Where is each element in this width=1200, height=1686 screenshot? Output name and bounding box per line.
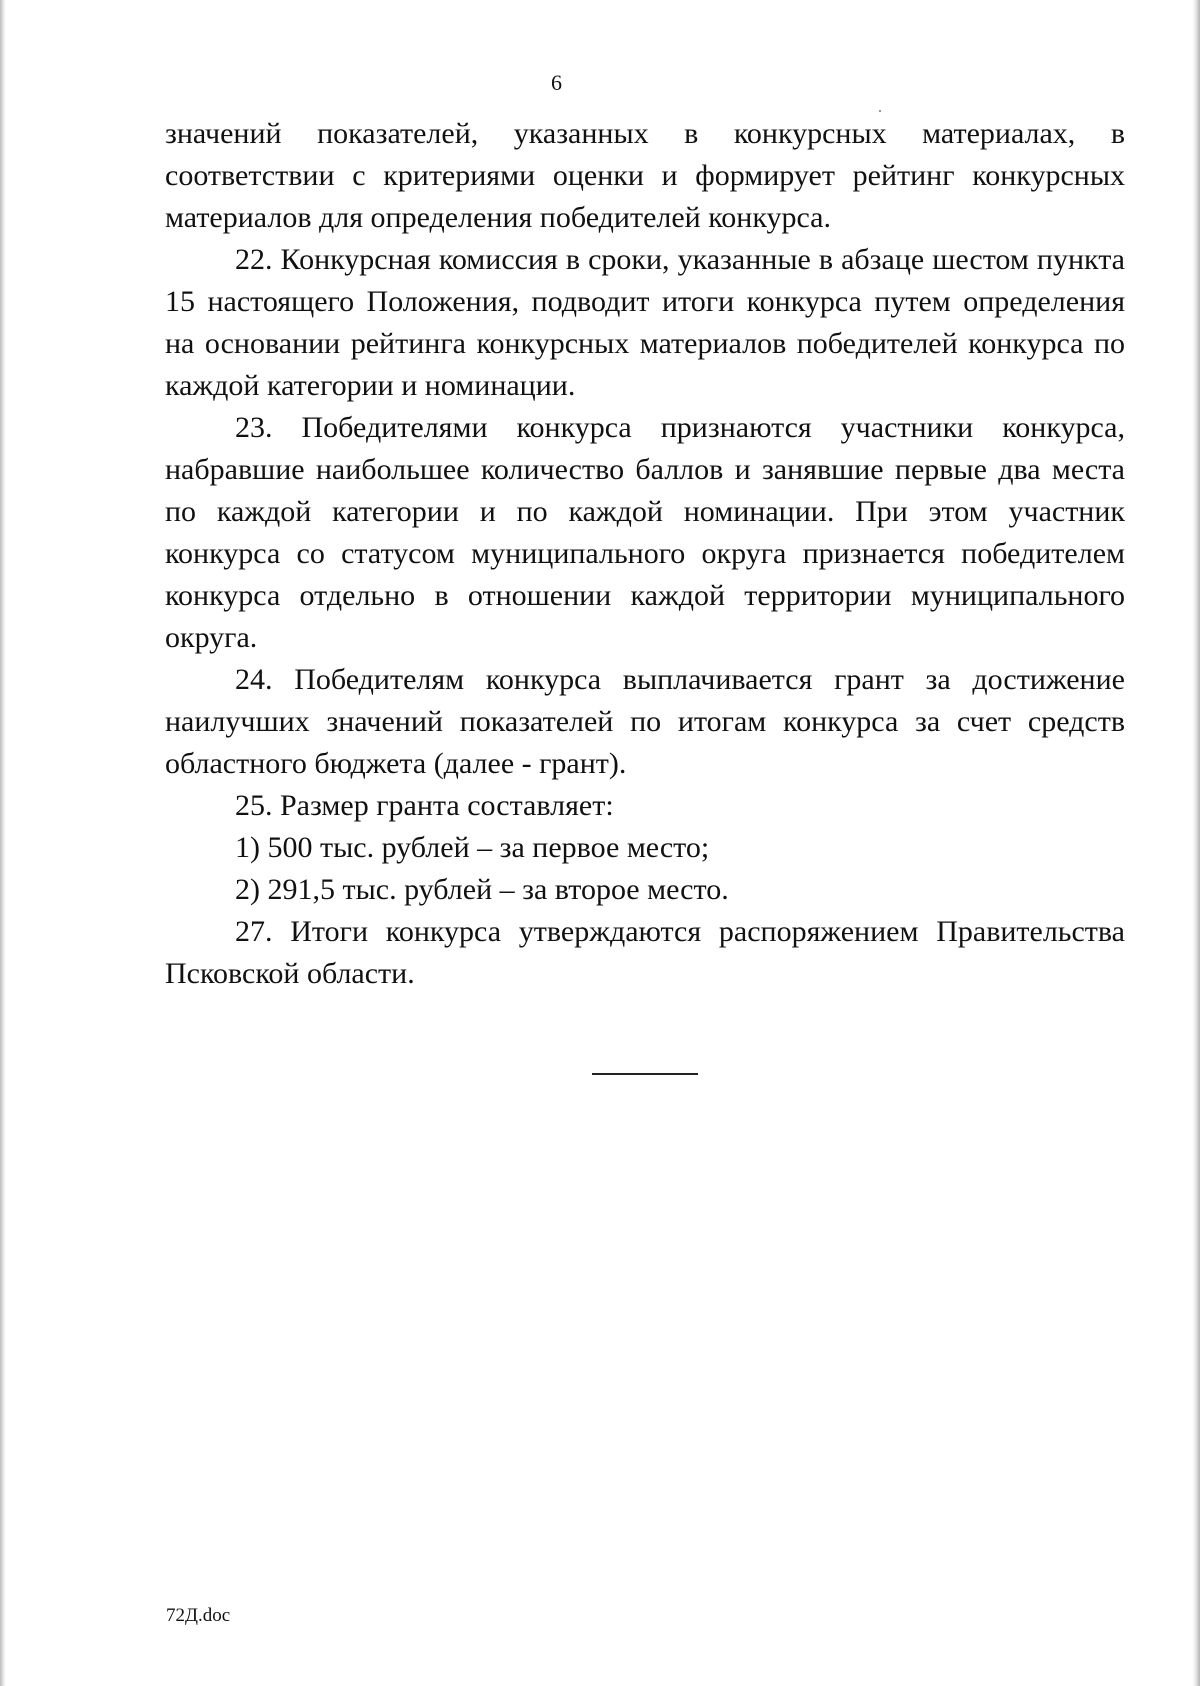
closing-divider (592, 1073, 698, 1075)
document-body (165, 113, 1125, 995)
paragraph-23: 23. Победителями конкурса признаются участники конкурса, набравшие наибольшее количество баллов и занявшие первые два места по каждой категории и по каждой номинации. При этом участник конкурса со статусом муниципального округа признается победителем конкурса отдельно в отношении каждой территории муниципального округа. (165, 411, 1125, 654)
list-item-second-place: 2) 291,5 тыс. рублей – за второе место. (235, 873, 729, 906)
page-number: 6 (551, 70, 562, 95)
paragraph-25: 25. Размер гранта составляет: (235, 789, 614, 822)
paragraph-24: 24. Победителям конкурса выплачивается грант за достижение наилучших значений показателей по итогам конкурса за счет средств областного бюджета (далее - грант). (165, 663, 1125, 780)
file-name-footer: 72Д.doc (166, 1605, 231, 1626)
paragraph-continuation: значений показателей, указанных в конкурсных материалах, в соответствии с критериями оценки и формирует рейтинг конкурсных материалов для определения победителей конкурса. (165, 117, 1125, 234)
paragraph-27: 27. Итоги конкурса утверждаются распоряжением Правительства Псковской области. (165, 915, 1125, 990)
scan-edge-left (0, 0, 6, 1686)
scan-speck (879, 110, 881, 112)
paragraph-22: 22. Конкурсная комиссия в сроки, указанные в абзаце шестом пункта 15 настоящего Положения, подводит итоги конкурса путем определения на основании рейтинга конкурсных материалов победителей конкурса по каждой категории и номинации. (165, 243, 1125, 402)
list-item-first-place: 1) 500 тыс. рублей – за первое место; (235, 831, 710, 864)
scan-edge-right (1192, 0, 1200, 1686)
